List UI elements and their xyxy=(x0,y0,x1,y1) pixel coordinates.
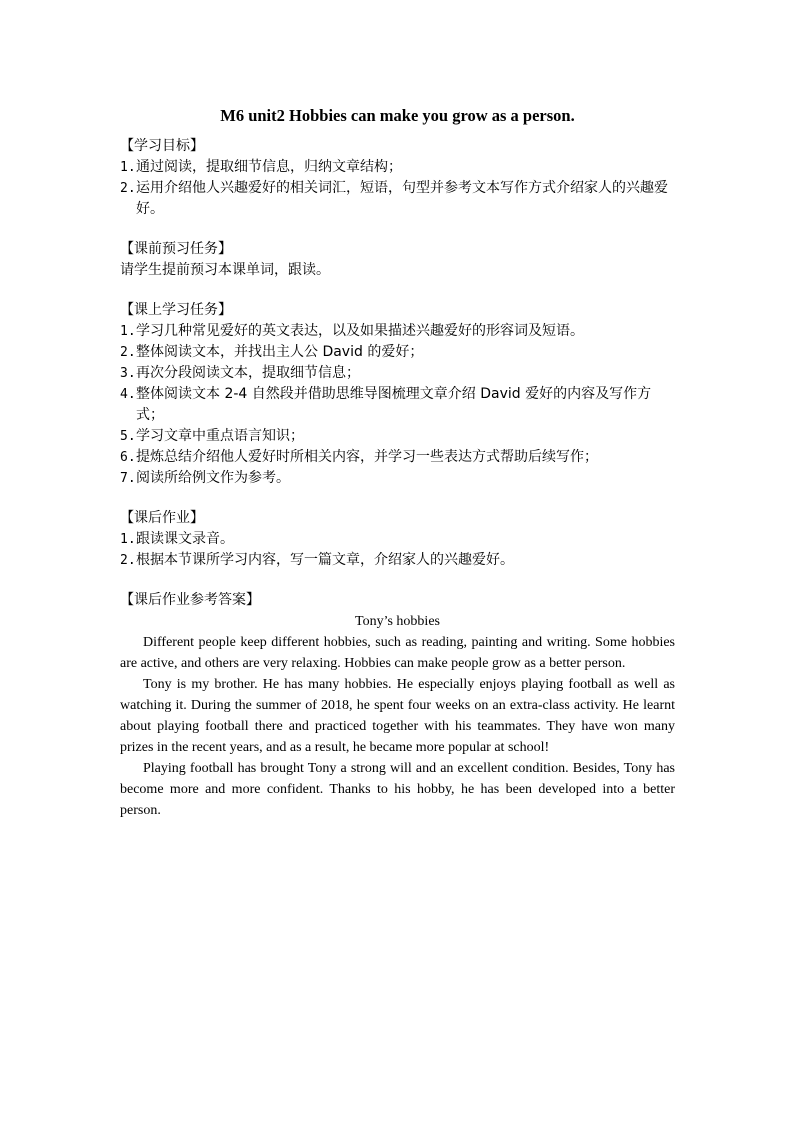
classwork-item xyxy=(120,321,675,342)
item-number: 1. xyxy=(120,324,136,339)
document-page xyxy=(120,104,675,840)
item-text: 提炼总结介绍他人爱好时所相关内容，并学习一些表达方式帮助后续写作； xyxy=(136,449,598,465)
document-title: M6 unit2 Hobbies can make you grow as a person. xyxy=(220,106,575,125)
classwork-item xyxy=(120,426,675,447)
item-text: 运用介绍他人兴趣爱好的相关词汇，短语，句型并参考文本写作方式介绍家人的兴趣爱好。 xyxy=(136,180,668,217)
classwork-heading: 【课上学习任务】 xyxy=(120,302,232,318)
answer-heading: 【课后作业参考答案】 xyxy=(120,592,260,608)
item-number: 1. xyxy=(120,160,136,175)
classwork-item xyxy=(120,363,675,384)
classwork-item xyxy=(120,468,675,489)
homework-item xyxy=(120,550,675,571)
item-text: 学习几种常见爱好的英文表达，以及如果描述兴趣爱好的形容词及短语。 xyxy=(136,323,584,339)
classwork-item xyxy=(120,342,675,363)
objective-item xyxy=(120,178,675,220)
item-number: 6. xyxy=(120,450,136,465)
essay-title: Tony’s hobbies xyxy=(355,614,440,629)
item-number: 2. xyxy=(120,181,136,196)
item-text: 整体阅读文本 2-4 自然段并借助思维导图梳理文章介绍 David 爱好的内容及写作方式； xyxy=(136,386,652,423)
objective-item xyxy=(120,157,675,178)
classwork-section xyxy=(120,300,675,489)
homework-heading: 【课后作业】 xyxy=(120,510,204,526)
item-text: 通过阅读，提取细节信息，归纳文章结构； xyxy=(136,159,402,175)
item-number: 1. xyxy=(120,532,136,547)
preview-heading: 【课前预习任务】 xyxy=(120,241,232,257)
objectives-heading: 【学习目标】 xyxy=(120,138,204,154)
item-number: 4. xyxy=(120,387,136,402)
item-text: 再次分段阅读文本，提取细节信息； xyxy=(136,365,360,381)
homework-section xyxy=(120,508,675,571)
homework-item xyxy=(120,529,675,550)
item-number: 3. xyxy=(120,366,136,381)
item-number: 7. xyxy=(120,471,136,486)
essay-paragraph: Tony is my brother. He has many hobbies. He especially enjoys playing football as well as watching it. During the summer of 2018, he spent four weeks on an extra-class activity. He learnt about playing football there and practiced together with his teammates. They have won many prizes in the recent years, and as a result, he became more popular at school! xyxy=(120,677,675,755)
item-number: 2. xyxy=(120,345,136,360)
answer-section xyxy=(120,590,675,821)
item-text: 学习文章中重点语言知识； xyxy=(136,428,304,444)
classwork-item xyxy=(120,384,675,426)
objectives-section xyxy=(120,136,675,220)
preview-section xyxy=(120,239,675,281)
item-text: 整体阅读文本，并找出主人公 David 的爱好； xyxy=(136,344,424,360)
item-text: 阅读所给例文作为参考。 xyxy=(136,470,290,486)
classwork-item xyxy=(120,447,675,468)
item-number: 5. xyxy=(120,429,136,444)
essay-paragraph: Different people keep different hobbies, such as reading, painting and writing. Some hobbies are active, and others are very relaxing. Hobbies can make people grow as a better person. xyxy=(120,635,675,671)
essay-paragraph: Playing football has brought Tony a strong will and an excellent condition. Besides, Tony has become more and more confident. Thanks to his hobby, he has been developed into a better person. xyxy=(120,761,675,818)
item-text: 跟读课文录音。 xyxy=(136,531,234,547)
item-number: 2. xyxy=(120,553,136,568)
preview-text: 请学生提前预习本课单词，跟读。 xyxy=(120,262,330,278)
item-text: 根据本节课所学习内容，写一篇文章，介绍家人的兴趣爱好。 xyxy=(136,552,514,568)
